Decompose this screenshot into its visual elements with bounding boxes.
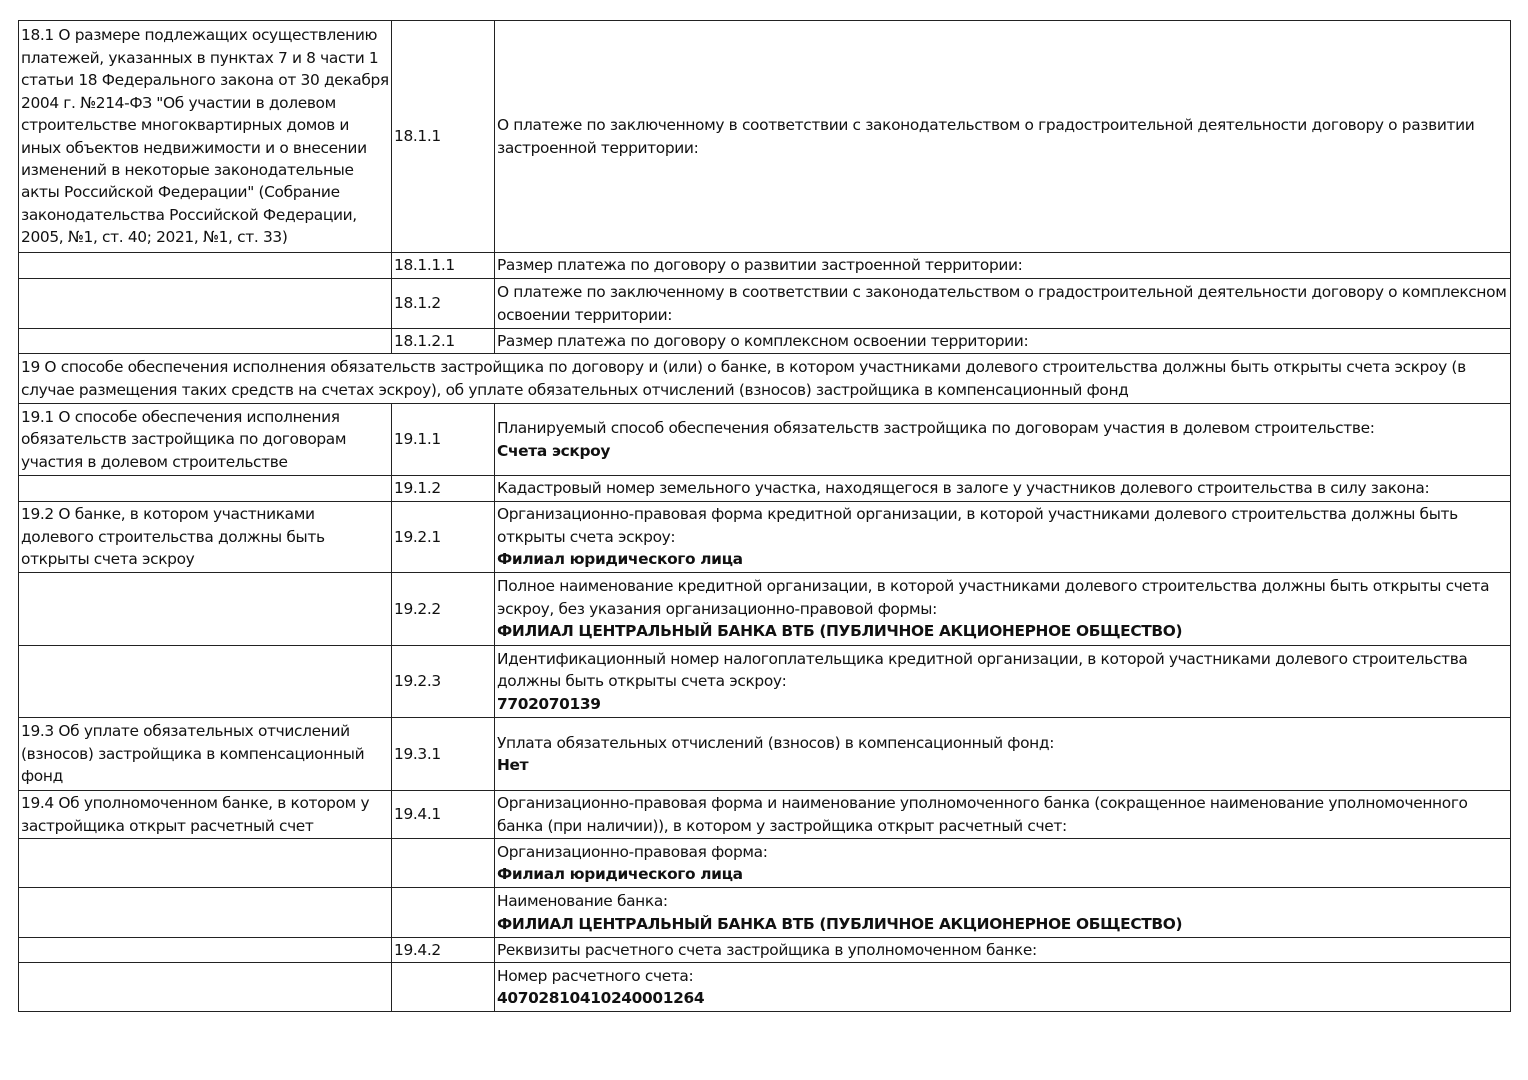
section-text: 19.1 О способе обеспечения исполнения обязательств застройщика по договорам участия в долевом строительстве xyxy=(21,407,347,471)
item-value: Нет xyxy=(497,756,529,774)
item-label: Уплата обязательных отчислений (взносов) в компенсационный фонд: xyxy=(497,733,1055,752)
item-label: Полное наименование кредитной организации, в которой участниками долевого строительства должны быть открыты счета эскроу, без указания организационно-правовой формы: xyxy=(497,577,1490,618)
section-cell xyxy=(19,502,392,573)
section-cell xyxy=(19,404,392,476)
item-label: Реквизиты расчетного счета застройщика в уполномоченном банке: xyxy=(497,940,1037,959)
item-value: Счета эскроу xyxy=(497,441,611,460)
number-cell xyxy=(392,839,495,888)
table-row xyxy=(19,646,1511,718)
content-cell xyxy=(495,279,1511,329)
item-value: ФИЛИАЛ ЦЕНТРАЛЬНЫЙ БАНКА ВТБ (ПУБЛИЧНОЕ АКЦИОНЕРНОЕ ОБЩЕСТВО) xyxy=(497,914,1183,933)
table-row xyxy=(19,963,1511,1012)
number-cell xyxy=(392,253,495,279)
number-cell xyxy=(392,279,495,329)
item-label: Планируемый способ обеспечения обязательств застройщика по договорам участия в долевом строительстве: xyxy=(497,419,1375,438)
content-cell xyxy=(495,963,1511,1012)
item-label: Размер платежа по договору о комплексном освоении территории: xyxy=(497,331,1029,350)
item-value: Филиал юридического лица xyxy=(497,550,743,569)
section-cell xyxy=(19,253,392,279)
item-number: 18.1.2 xyxy=(394,294,441,313)
section-cell xyxy=(19,329,392,354)
item-label: Номер расчетного счета: xyxy=(497,966,694,985)
content-cell xyxy=(495,329,1511,354)
table-row xyxy=(19,476,1511,502)
item-label: Кадастровый номер земельного участка, находящегося в залоге у участников долевого строительства в силу закона: xyxy=(497,479,1430,498)
table-row xyxy=(19,573,1511,646)
number-cell xyxy=(392,938,495,963)
table-row xyxy=(19,21,1511,253)
section-text: 19.3 Об уплате обязательных отчислений (взносов) застройщика в компенсационный фонд xyxy=(21,722,365,786)
item-label: Организационно-правовая форма: xyxy=(497,842,768,861)
item-number: 18.1.2.1 xyxy=(394,331,455,350)
declaration-table xyxy=(18,20,1511,1012)
item-label: О платеже по заключенному в соответствии с законодательством о градостроительной деятельности договору о комплексном освоении территории: xyxy=(497,283,1507,324)
item-value: ФИЛИАЛ ЦЕНТРАЛЬНЫЙ БАНКА ВТБ (ПУБЛИЧНОЕ АКЦИОНЕРНОЕ ОБЩЕСТВО) xyxy=(497,622,1183,641)
item-number: 19.2.2 xyxy=(394,599,441,618)
section-text: 18.1 О размере подлежащих осуществлению платежей, указанных в пунктах 7 и 8 части 1 статьи 18 Федерального закона от 30 декабря 2004 г. №214-ФЗ "Об участии в долевом строительстве многоквартирных домов и иных объектов недвижимости и о внесении изменений в некоторые законодательные акты Российской Федерации" (Собрание законодательства Российской Федерации, 2005, №1, ст. 40; 2021, №1, ст. 33) xyxy=(21,26,389,247)
number-cell xyxy=(392,718,495,791)
number-cell xyxy=(392,476,495,502)
item-number: 19.2.1 xyxy=(394,527,441,546)
item-number: 19.4.1 xyxy=(394,805,441,824)
number-cell xyxy=(392,502,495,573)
item-label: Организационно-правовая форма кредитной организации, в которой участниками долевого строительства должны быть открыты счета эскроу: xyxy=(497,505,1458,546)
content-cell xyxy=(495,718,1511,791)
table-row xyxy=(19,888,1511,938)
item-number: 18.1.1 xyxy=(394,127,441,146)
section-cell xyxy=(19,888,392,938)
content-cell xyxy=(495,404,1511,476)
section-cell xyxy=(19,839,392,888)
item-label: Организационно-правовая форма и наименование уполномоченного банка (сокращенное наименование уполномоченного банка (при наличии)), в котором у застройщика открыт расчетный счет: xyxy=(497,794,1468,835)
section-heading-row xyxy=(19,354,1511,404)
number-cell xyxy=(392,329,495,354)
content-cell xyxy=(495,253,1511,279)
section-heading: 19 О способе обеспечения исполнения обязательств застройщика по договору и (или) о банке, в котором участниками долевого строительства должны быть открыты счета эскроу (в случае размещения таких средств на счетах эскроу), об уплате обязательных отчислений (взносов) застройщика в компенсационный фонд xyxy=(21,358,1466,399)
number-cell xyxy=(392,404,495,476)
item-value: 40702810410240001264 xyxy=(497,989,705,1007)
item-number: 19.1.1 xyxy=(394,430,441,449)
content-cell xyxy=(495,839,1511,888)
section-cell xyxy=(19,476,392,502)
table-row xyxy=(19,502,1511,573)
content-cell xyxy=(495,888,1511,938)
item-label: Размер платежа по договору о развитии застроенной территории: xyxy=(497,256,1023,275)
section-cell xyxy=(19,718,392,791)
table-row xyxy=(19,938,1511,963)
content-cell xyxy=(495,476,1511,502)
section-heading-cell xyxy=(19,354,1511,404)
item-label: Наименование банка: xyxy=(497,892,668,911)
section-cell xyxy=(19,938,392,963)
section-cell xyxy=(19,646,392,718)
content-cell xyxy=(495,938,1511,963)
content-cell xyxy=(495,646,1511,718)
number-cell xyxy=(392,573,495,646)
item-number: 19.2.3 xyxy=(394,672,441,691)
section-text: 19.4 Об уполномоченном банке, в котором у застройщика открыт расчетный счет xyxy=(21,794,370,835)
item-number: 19.1.2 xyxy=(394,479,441,498)
table-row xyxy=(19,718,1511,791)
item-value: Филиал юридического лица xyxy=(497,865,743,883)
section-cell xyxy=(19,279,392,329)
item-number: 19.3.1 xyxy=(394,744,441,763)
content-cell xyxy=(495,21,1511,253)
table-row xyxy=(19,404,1511,476)
number-cell xyxy=(392,888,495,938)
number-cell xyxy=(392,646,495,718)
table-row xyxy=(19,279,1511,329)
item-number: 18.1.1.1 xyxy=(394,256,455,275)
item-value: 7702070139 xyxy=(497,694,601,713)
section-text: 19.2 О банке, в котором участниками долевого строительства должны быть открыты счета эскроу xyxy=(21,505,325,569)
number-cell xyxy=(392,963,495,1012)
number-cell xyxy=(392,791,495,839)
section-cell xyxy=(19,573,392,646)
content-cell xyxy=(495,573,1511,646)
section-cell xyxy=(19,21,392,253)
section-cell xyxy=(19,963,392,1012)
content-cell xyxy=(495,502,1511,573)
table-row xyxy=(19,253,1511,279)
number-cell xyxy=(392,21,495,253)
item-label: Идентификационный номер налогоплательщика кредитной организации, в которой участниками долевого строительства должны быть открыты счета эскроу: xyxy=(497,649,1468,691)
table-row xyxy=(19,329,1511,354)
item-number: 19.4.2 xyxy=(394,940,441,959)
section-cell xyxy=(19,791,392,839)
content-cell xyxy=(495,791,1511,839)
item-label: О платеже по заключенному в соответствии с законодательством о градостроительной деятельности договору о развитии застроенной территории: xyxy=(497,116,1475,157)
table-row xyxy=(19,839,1511,888)
table-row xyxy=(19,791,1511,839)
